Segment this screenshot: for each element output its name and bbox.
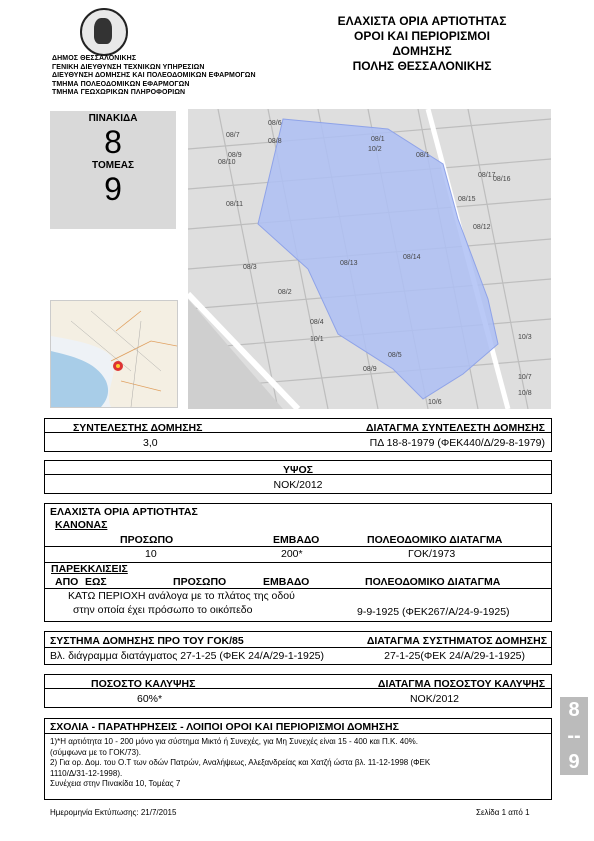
exc-header-to: ΕΩΣ — [85, 576, 107, 588]
department-line: ΤΜΗΜΑ ΓΕΩΧΩΡΙΚΩΝ ΠΛΗΡΟΦΟΡΙΩΝ — [52, 89, 186, 97]
department-lines — [52, 55, 256, 98]
side-tag-pinakida: 8 — [568, 699, 580, 721]
notes-title: ΣΧΟΛΙΑ - ΠΑΡΑΤΗΡΗΣΕΙΣ - ΛΟΙΠΟΙ ΟΡΟΙ ΚΑΙ ΠΕΡΙΟΡΙΣΜΟΙ ΔΟΜΗΣΗΣ — [50, 721, 399, 733]
note-line: 1)*Η αρτιότητα 10 - 200 μόνο για σύστημα Μικτό ή Συνεχές, για Μη Συνεχές είναι 15 - 400 και Π.Κ. 40%. — [50, 737, 418, 746]
exc-header-from: ΑΠΟ — [55, 576, 79, 588]
map-block-label: 10/6 — [428, 399, 442, 406]
page-number: Σελίδα 1 από 1 — [476, 808, 530, 817]
notes-box — [44, 718, 552, 800]
exc-header-area: ΕΜΒΑΔΟ — [263, 576, 310, 588]
building-coefficient-header: ΣΥΝΤΕΛΕΣΤΗΣ ΔΟΜΗΣΗΣ — [73, 422, 203, 434]
divider — [44, 688, 552, 689]
map-block-label: 08/9 — [228, 152, 242, 159]
map-block-label: 10/8 — [518, 390, 532, 397]
map-block-label: 08/5 — [388, 352, 402, 359]
system-decree-header: ΔΙΑΤΑΓΜΑ ΣΥΣΤΗΜΑΤΟΣ ΔΟΜΗΣΗΣ — [366, 635, 547, 647]
divider — [44, 546, 552, 547]
pinakida-number: 8 — [104, 124, 122, 160]
rules-label: ΚΑΝΟΝΑΣ — [55, 519, 108, 531]
title-line: ΟΡΟΙ ΚΑΙ ΠΕΡΙΟΡΙΣΜΟΙ — [354, 29, 490, 43]
map-block-label: 08/1 — [371, 136, 385, 143]
minimap-svg — [51, 301, 177, 407]
building-decree-header: ΔΙΑΤΑΓΜΑ ΣΥΝΤΕΛΕΣΤΗ ΔΟΜΗΣΗΣ — [365, 422, 545, 434]
divider — [44, 432, 552, 433]
building-system-box — [44, 631, 552, 665]
pinakida-panel — [50, 111, 176, 229]
system-header: ΣΥΣΤΗΜΑ ΔΟΜΗΣΗΣ ΠΡΟ ΤΟΥ ΓΟΚ/85 — [50, 635, 244, 647]
map-block-label: 08/10 — [218, 159, 236, 166]
map-block-label: 08/11 — [226, 201, 243, 208]
exception-decree: 9-9-1925 (ΦΕΚ267/Α/24-9-1925) — [357, 606, 510, 618]
exc-header-decree: ΠΟΛΕΟΔΟΜΙΚΟ ΔΙΑΤΑΓΜΑ — [365, 576, 501, 588]
exception-text-1: ΚΑΤΩ ΠΕΡΙΟΧΗ ανάλογα με το πλάτος της οδού — [68, 590, 295, 602]
height-header: ΥΨΟΣ — [283, 464, 313, 476]
sector-map-svg — [188, 109, 551, 409]
map-block-label: 10/7 — [518, 374, 532, 381]
side-tag-separator: -- — [567, 725, 581, 747]
map-block-label: 10/3 — [518, 334, 532, 341]
map-block-label: 08/7 — [226, 132, 240, 139]
map-block-label: 08/13 — [340, 260, 358, 267]
rules-header-area: ΕΜΒΑΔΟ — [273, 534, 320, 546]
height-value: ΝΟΚ/2012 — [273, 479, 323, 491]
min-limits-title: ΕΛΑΧΙΣΤΑ ΟΡΙΑ ΑΡΤΙΟΤΗΤΑΣ — [50, 506, 198, 518]
rules-header-frontage: ΠΡΟΣΩΠΟ — [120, 534, 174, 546]
print-date: Ημερομηνία Εκτύπωσης: 21/7/2015 — [50, 808, 177, 817]
map-block-label: 08/8 — [268, 138, 282, 145]
divider — [44, 474, 552, 475]
title-line: ΔΟΜΗΣΗΣ — [392, 44, 452, 58]
rules-value-frontage: 10 — [145, 548, 157, 560]
rules-header-decree: ΠΟΛΕΟΔΟΜΙΚΟ ΔΙΑΤΑΓΜΑ — [367, 534, 503, 546]
map-block-label: 08/1 — [416, 152, 430, 159]
note-line: Συνέχεια στην Πινακίδα 10, Τομέας 7 — [50, 779, 181, 788]
map-block-label: 08/4 — [310, 319, 324, 326]
note-line: 2) Για ορ. Δομ. του Ο.Τ των οδών Πατρών, Αναλήψεως, Αλεξανδρείας και Χατζή ώστα βλ. 11-12-1998 (ΦΕΚ — [50, 758, 431, 767]
building-coefficient-value: 3,0 — [143, 437, 158, 449]
map-block-label: 08/2 — [278, 289, 292, 296]
height-box — [44, 460, 552, 494]
exc-header-frontage: ΠΡΟΣΩΠΟ — [173, 576, 227, 588]
system-value: Βλ. διάγραμμα διατάγματος 27-1-25 (ΦΕΚ 24/Α/29-1-1925) — [50, 650, 325, 662]
document-title — [300, 14, 544, 74]
department-line: ΤΜΗΜΑ ΠΟΛΕΟΔΟΜΙΚΩΝ ΕΦΑΡΜΟΓΩΝ — [52, 80, 190, 88]
side-tag-tomeas: 9 — [568, 751, 580, 773]
divider — [44, 733, 552, 734]
coverage-header: ΠΟΣΟΣΤΟ ΚΑΛΥΨΗΣ — [91, 678, 196, 690]
system-decree-value: 27-1-25(ΦΕΚ 24/Α/29-1-1925) — [384, 650, 525, 662]
tomeas-label: ΤΟΜΕΑΣ — [92, 160, 134, 171]
map-block-label: 08/14 — [403, 254, 421, 261]
map-block-label: 08/16 — [493, 176, 511, 183]
coverage-decree-value: ΝΟΚ/2012 — [409, 693, 459, 705]
rules-value-decree: ΓΟΚ/1973 — [408, 548, 456, 560]
building-coefficient-box — [44, 418, 552, 452]
map-block-label: 08/9 — [363, 366, 377, 373]
notes-body — [50, 737, 430, 790]
map-block-label: 08/12 — [473, 224, 491, 231]
coverage-box — [44, 674, 552, 708]
divider — [44, 647, 552, 648]
divider — [44, 588, 552, 589]
department-line: ΓΕΝΙΚΗ ΔΙΕΥΘΥΝΣΗ ΤΕΧΝΙΚΩΝ ΥΠΗΡΕΣΙΩΝ — [52, 63, 205, 71]
location-minimap — [50, 300, 178, 408]
municipality-seal-logo — [80, 8, 128, 56]
pinakida-label: ΠΙΝΑΚΙΔΑ — [88, 113, 138, 124]
map-block-label: 10/2 — [368, 146, 382, 153]
department-line: ΔΗΜΟΣ ΘΕΣΣΑΛΟΝΙΚΗΣ — [52, 55, 137, 62]
exceptions-label: ΠΑΡΕΚΚΛΙΣΕΙΣ — [51, 563, 128, 575]
map-block-label: 08/17 — [478, 172, 496, 179]
side-sector-tag — [560, 697, 588, 775]
rules-value-area: 200* — [281, 548, 303, 560]
map-block-label: 10/1 — [310, 336, 324, 343]
exception-text-2: στην οποία έχει πρόσωπο το οικόπεδο — [73, 604, 253, 616]
map-block-label: 08/3 — [243, 264, 257, 271]
note-line: (σύμφωνα με το ΓΟΚ/73). — [50, 747, 141, 757]
coverage-value: 60%* — [137, 693, 163, 705]
tomeas-number: 9 — [104, 171, 122, 207]
map-block-label: 08/6 — [268, 120, 282, 127]
department-line: ΔΙΕΥΘΥΝΣΗ ΔΟΜΗΣΗΣ ΚΑΙ ΠΟΛΕΟΔΟΜΙΚΩΝ ΕΦΑΡΜΟΓΩΝ — [52, 72, 256, 80]
coverage-decree-header: ΔΙΑΤΑΓΜΑ ΠΟΣΟΣΤΟΥ ΚΑΛΥΨΗΣ — [377, 678, 545, 690]
map-block-label: 08/15 — [458, 196, 476, 203]
building-decree-value: ΠΔ 18-8-1979 (ΦΕΚ440/Δ/29-8-1979) — [369, 437, 545, 449]
sector-map — [188, 109, 551, 409]
divider — [44, 562, 552, 563]
note-line: 1110/Δ/31-12-1998). — [50, 768, 123, 778]
title-line: ΕΛΑΧΙΣΤΑ ΟΡΙΑ ΑΡΤΙΟΤΗΤΑΣ — [337, 14, 507, 28]
title-line: ΠΟΛΗΣ ΘΕΣΣΑΛΟΝΙΚΗΣ — [352, 59, 492, 73]
